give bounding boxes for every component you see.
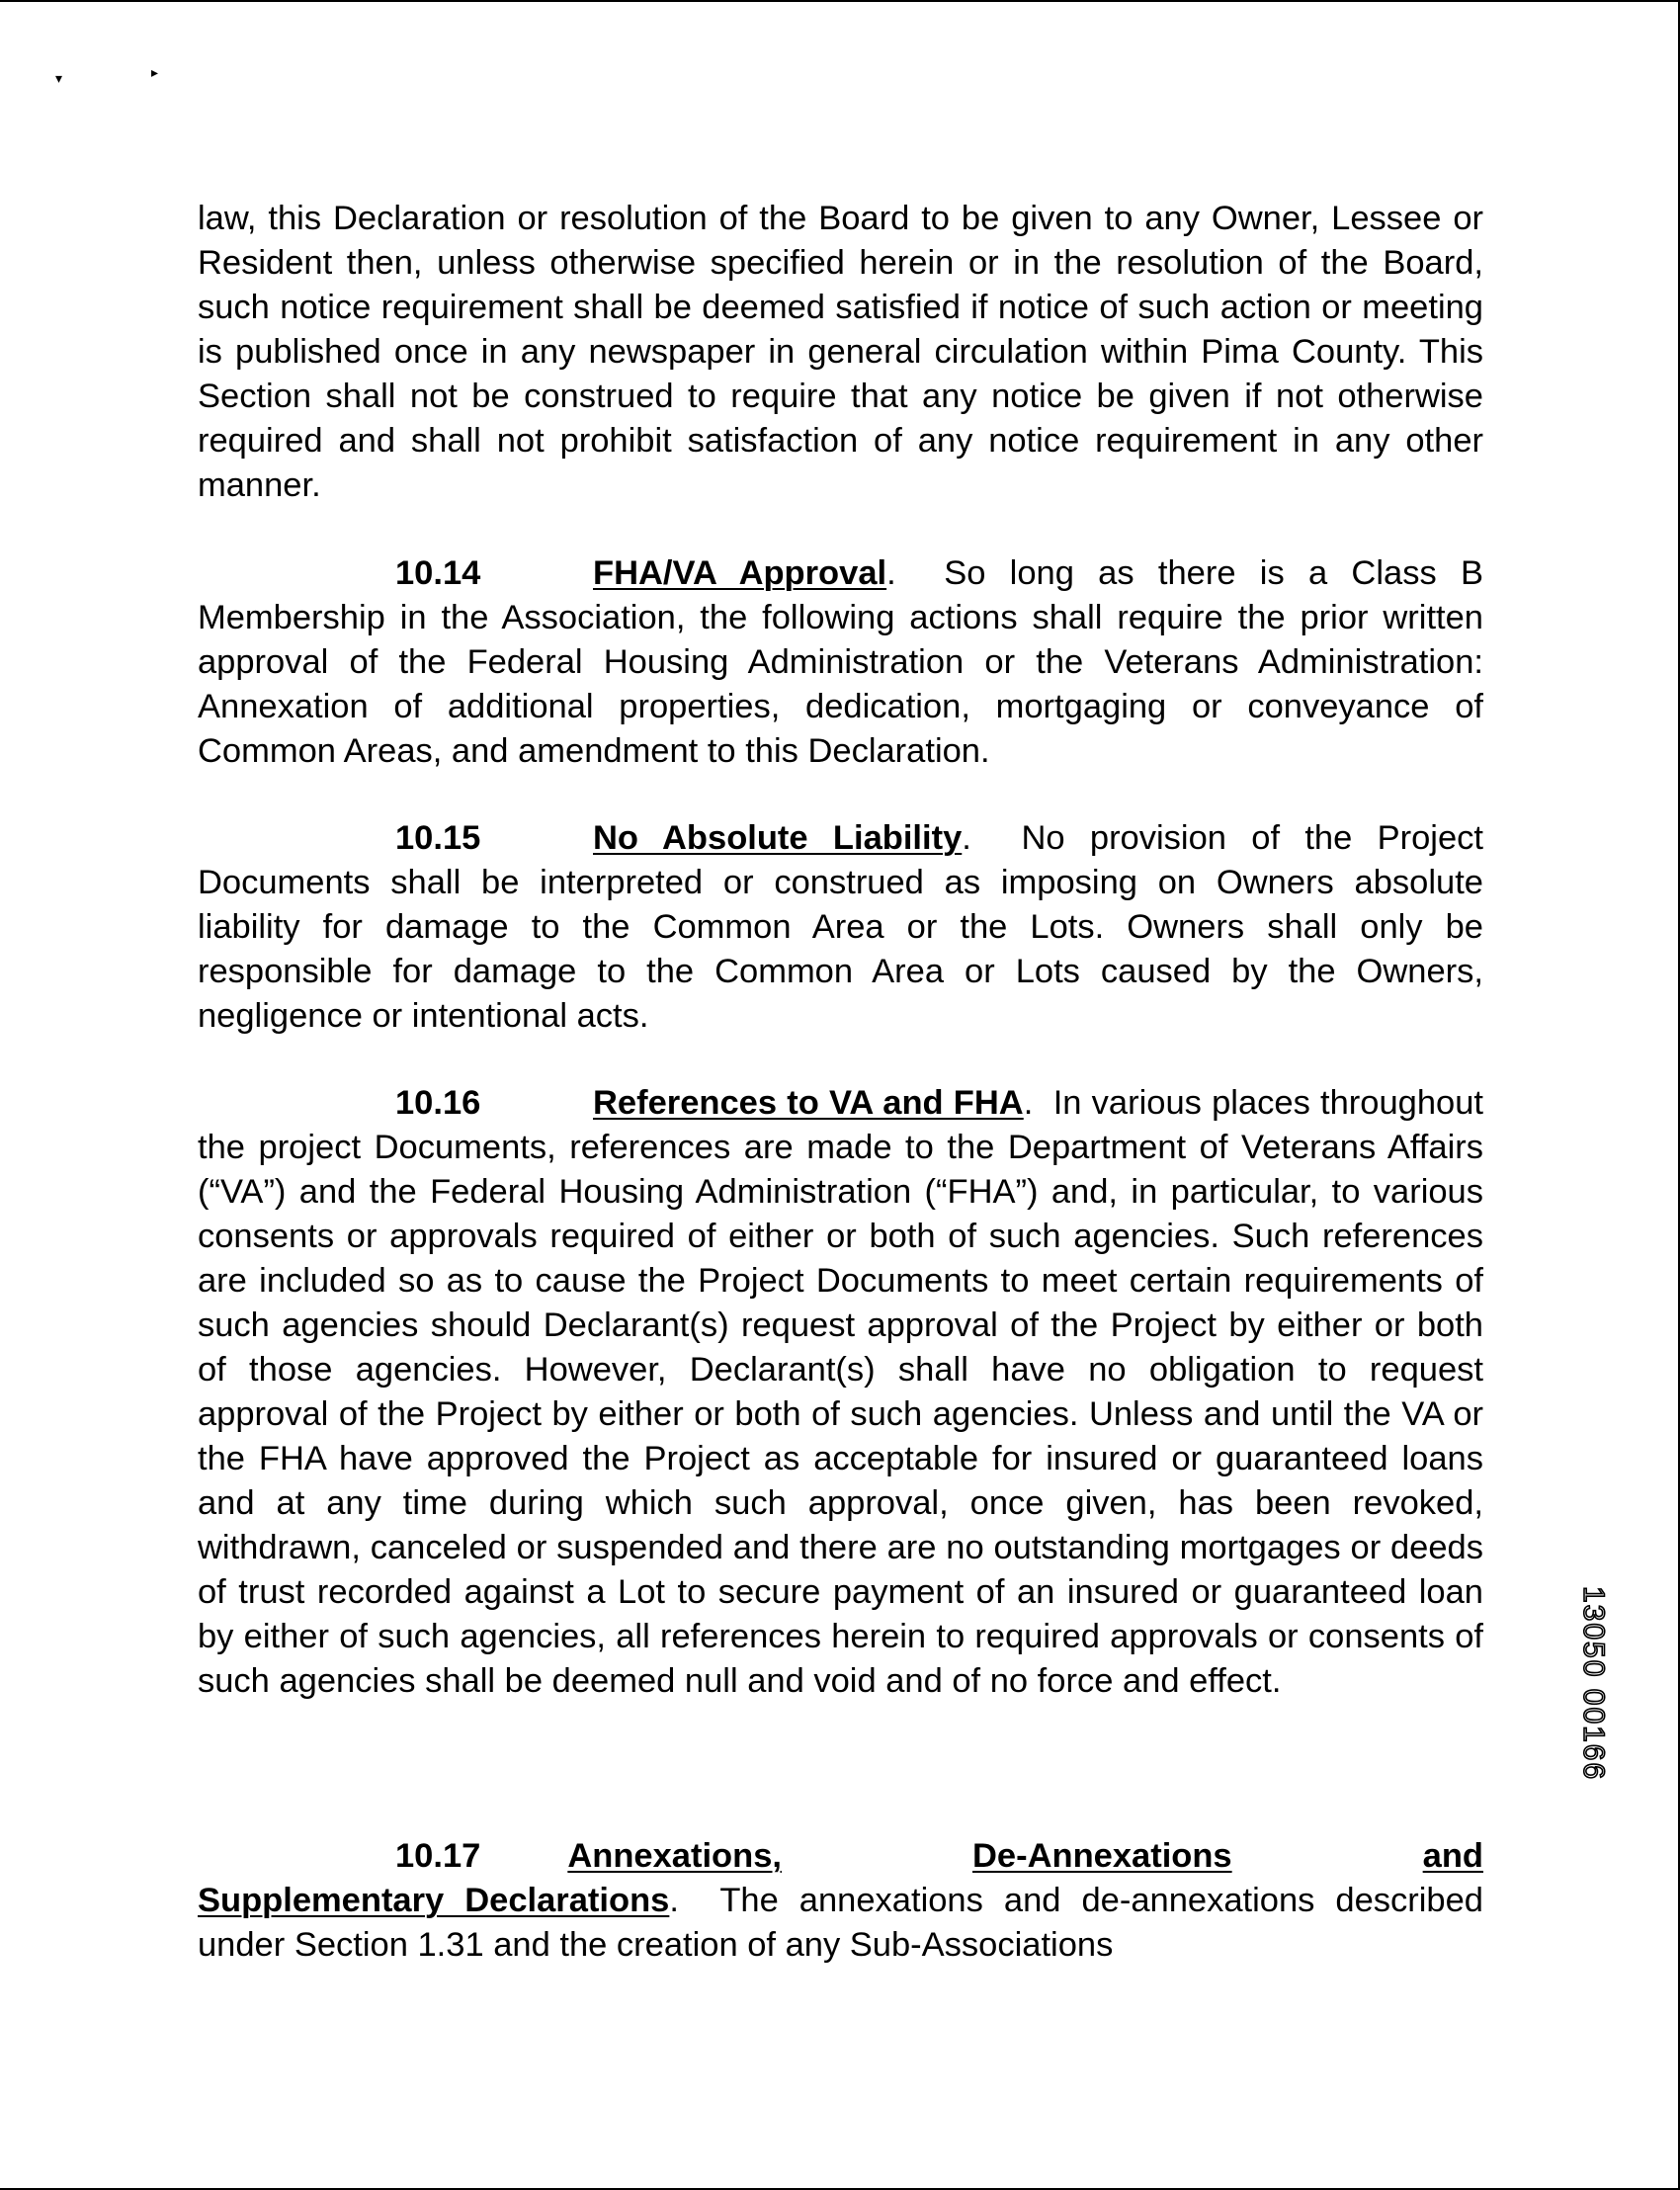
section-heading-line xyxy=(198,1834,1483,1879)
section-number: 10.15 xyxy=(395,819,481,857)
section-body: In various places throughout the project Documents, references are made to the Department of Veterans Affairs (“VA”) and the Federal Housing Administration (“FHA”) and, in particular, to various consents or approvals required of either or both of such agencies. Such references are included so as to cause the Project Documents to meet certain requirements of such agencies should Declarant(s) request approval of the Project by either or both of those agencies. However, Declarant(s) shall have no obligation to request approval of the Project by either or both of such agencies. Unless and until the VA or the FHA have approved the Project as acceptable for insured or guaranteed loans and at any time during which such approval, once given, has been revoked, withdrawn, canceled or suspended and there are no outstanding mortgages or deeds of trust recorded against a Lot to secure payment of an insured or guaranteed loan by either of such agencies, all references herein to required approvals or consents of such agencies shall be deemed null and void and of no force and effect. xyxy=(198,1084,1483,1700)
section-10-15: 10.15 No Absolute Liability. No provision of the Project Documents shall be interpreted or construed as imposing on Owners absolute liability for damage to the Common Area or the Lots. Owners shall only be responsible for damage to the Common Area or Lots caused by the Owners, negligence or intentional acts. xyxy=(198,816,1483,1039)
section-title-part: De-Annexations xyxy=(972,1837,1232,1875)
section-title-part: and xyxy=(1422,1837,1483,1875)
paragraph-text: law, this Declaration or resolution of the Board to be given to any Owner, Lessee or Resident then, unless otherwise specified herein or in the resolution of the Board, such notice requirement shall be deemed satisfied if notice of such action or meeting is published once in any newspaper in general circulation within Pima County. This Section shall not be construed to require that any notice be given if not otherwise required and shall not prohibit satisfaction of any notice requirement in any other manner. xyxy=(198,200,1483,504)
section-number: 10.17 xyxy=(395,1837,481,1875)
section-body: The annexations and de-annexations described under Section 1.31 and the creation of any Sub-Associations xyxy=(198,1882,1483,1964)
recording-number: 13050 00166 xyxy=(1577,1586,1610,1782)
scan-speck: ▾ xyxy=(55,70,63,86)
section-body: So long as there is a Class B Membership in the Association, the following actions shall require the prior written approval of the Federal Housing Administration or the Veterans Administration: Annexation of additional properties, dedication, mortgaging or conveyance of Common Areas, and amendment to this Declaration. xyxy=(198,554,1483,770)
section-title: FHA/VA Approval xyxy=(593,554,887,592)
section-title: References to VA and FHA xyxy=(593,1084,1024,1122)
section-10-16: 10.16 References to VA and FHA. In various places throughout the project Documents, references are made to the Department of Veterans Affairs (“VA”) and the Federal Housing Administration (“FHA”) and, in particular, to various consents or approvals required of either or both of such agencies. Such references are included so as to cause the Project Documents to meet certain requirements of such agencies should Declarant(s) request approval of the Project by either or both of those agencies. However, Declarant(s) shall have no obligation to request approval of the Project by either or both of such agencies. Unless and until the VA or the FHA have approved the Project as acceptable for insured or guaranteed loans and at any time during which such approval, once given, has been revoked, withdrawn, canceled or suspended and there are no outstanding mortgages or deeds of trust recorded against a Lot to secure payment of an insured or guaranteed loan by either of such agencies, all references herein to required approvals or consents of such agencies shall be deemed null and void and of no force and effect. xyxy=(198,1081,1483,1704)
section-title xyxy=(567,1834,1483,1879)
scan-speck: ▸ xyxy=(151,64,159,80)
section-number: 10.14 xyxy=(395,554,481,592)
section-10-14: 10.14 FHA/VA Approval. So long as there is a Class B Membership in the Association, the following actions shall require the prior written approval of the Federal Housing Administration or the Veterans Administration: Annexation of additional properties, dedication, mortgaging or conveyance of Common Areas, and amendment to this Declaration. xyxy=(198,551,1483,774)
section-number: 10.16 xyxy=(395,1084,481,1122)
recording-number-stamp xyxy=(1576,1586,1612,1853)
section-title-continued: Supplementary Declarations xyxy=(198,1882,670,1919)
section-body: No provision of the Project Documents shall be interpreted or construed as imposing on Owners absolute liability for damage to the Common Area or the Lots. Owners shall only be responsible for damage to the Common Area or Lots caused by the Owners, negligence or intentional acts. xyxy=(198,819,1483,1035)
intro-paragraph xyxy=(198,197,1483,508)
section-title-part: Annexations, xyxy=(567,1837,782,1875)
section-title: No Absolute Liability xyxy=(593,819,963,857)
section-10-17: 10.17 Annexations, De-Annexations and Supplementary Declarations. The annexations and de-annexations described under Section 1.31 and the creation of any Sub-Associations xyxy=(198,1834,1483,1968)
